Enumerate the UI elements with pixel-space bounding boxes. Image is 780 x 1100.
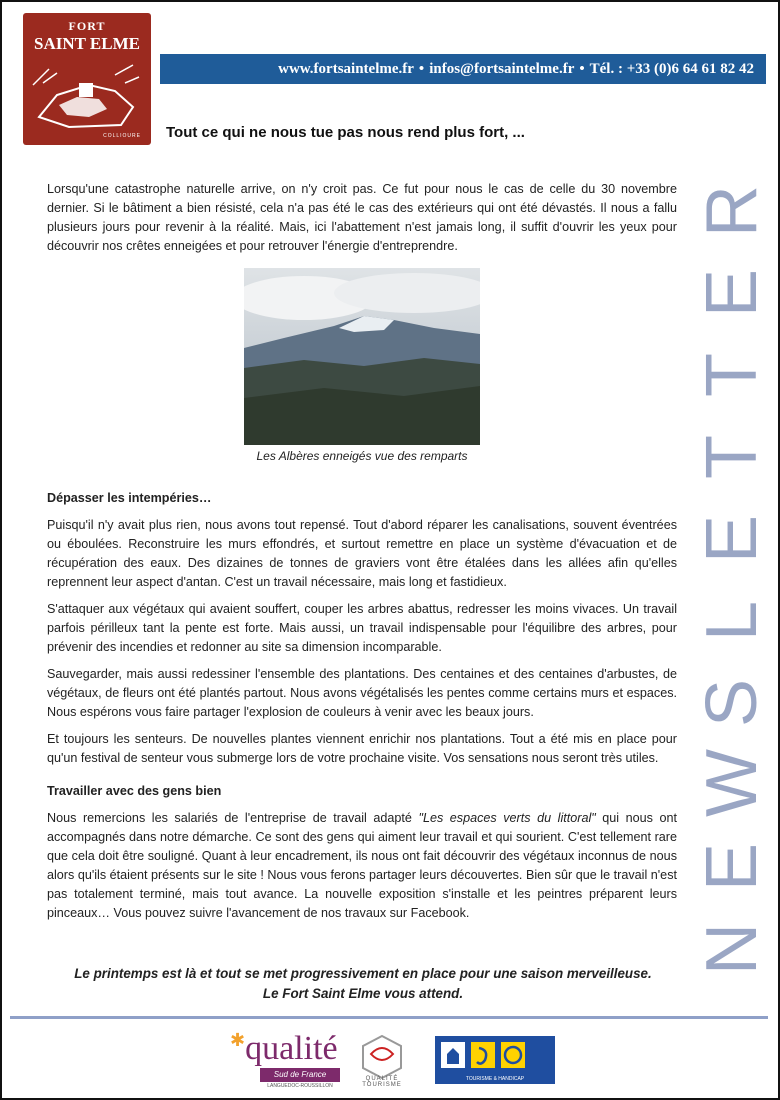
- contact-band: [160, 54, 766, 84]
- separator: •: [418, 61, 425, 77]
- separator: •: [579, 61, 585, 77]
- section2-text-end: qui nous ont accompagnés dans notre démarche. Ce sont des gens qui aiment leur travail et qui sourient. C'est tellement rare que cela doit être souligné. Quant à leur encadrement, ils nous ont fait découvrir des végétaux inconnus de nous alors qu'ils étaient présents sur le site ! Nous vous ferons partager leurs découvertes. Bien sûr que le travail n'est pas totalement terminé, mais tout avance. La nouvelle exposition s'installe et les peintres préparent leurs pinceaux… Vous pouvez suivre l'avancement de nos travaux sur Facebook.: [47, 811, 677, 920]
- newsletter-vertical-text: [692, 170, 772, 990]
- qualite-subtext: LANGUEDOC-ROUSSILLON: [267, 1083, 333, 1089]
- footer-logos: [230, 1030, 560, 1090]
- newsletter-letter: L: [692, 600, 772, 642]
- website-link[interactable]: www.fortsaintelme.fr: [278, 61, 414, 77]
- fort-drawing-icon: [29, 55, 145, 133]
- email-link[interactable]: infos@fortsaintelme.fr: [429, 61, 575, 77]
- newsletter-letter: N: [692, 923, 772, 975]
- page-title: Tout ce qui ne nous tue pas nous rend plus fort, ...: [166, 124, 525, 141]
- qualite-tourisme-label: QUALITÉ TOURISME: [362, 1076, 402, 1088]
- section2-paragraph: [47, 809, 677, 923]
- newsletter-letter: T: [692, 435, 772, 479]
- newsletter-letter: E: [692, 514, 772, 564]
- closing-line-2: Le Fort Saint Elme vous attend.: [262, 986, 464, 1001]
- company-name: "Les espaces verts du littoral": [418, 811, 596, 825]
- intro-paragraph: Lorsqu'une catastrophe naturelle arrive, on n'y croit pas. Ce fut pour nous le cas de celle du 30 novembre dernier. Si le bâtiment a bien résisté, cela n'a pas été le cas des extérieurs qui ont été dévastés. Il nous a fallu plusieurs jours pour revenir à la réalité. Mais, ici l'abattement n'est jamais long, il suffit d'ouvrir les yeux pour découvrir nos crêtes enneigées et pour retrouver l'énergie d'entreprendre.: [47, 182, 677, 253]
- section2-heading: Travailler avec des gens bien: [47, 784, 222, 798]
- newsletter-letter: T: [692, 353, 772, 397]
- footer-divider: [10, 1016, 768, 1019]
- logo-line-saint-elme: SAINT ELME: [34, 34, 140, 53]
- handicap-pictograms-icon: [435, 1036, 555, 1076]
- qualite-sud-de-france-logo[interactable]: [230, 1030, 338, 1068]
- section1-paragraph: Et toujours les senteurs. De nouvelles plantes viennent enrichir nos plantations. Tout a été mis en place pour qu'un festival de senteur vous submerge lors de votre prochaine visite. Vos sensations nous seront très utiles.: [47, 732, 677, 765]
- tourisme-handicap-label: TOURISME & HANDICAP: [465, 1076, 525, 1082]
- newsletter-letter: E: [692, 268, 772, 318]
- section2-text-start: Nous remercions les salariés de l'entreprise de travail adapté: [47, 811, 419, 825]
- section1-paragraph: Puisqu'il n'y avait plus rien, nous avons tout repensé. Tout d'abord réparer les canalisations, souvent éventrées ou éboulées. Reconstruire les murs effondrés, et surtout remettre en place un système d'évacuation et de récupération des eaux. Des dizaines de tonnes de graviers vont être étalées dans les allées afin qu'elles reprennent leur aspect d'antan. C'est un travail nécessaire, mais long et fastidieux.: [47, 518, 677, 589]
- newsletter-letter: S: [692, 678, 772, 728]
- newsletter-letter: E: [692, 842, 772, 892]
- qualite-word: qualité: [245, 1030, 338, 1067]
- section1-heading: Dépasser les intempéries…: [47, 491, 212, 505]
- newsletter-letter: W: [692, 749, 772, 817]
- phone-number: Tél. : +33 (0)6 64 61 82 42: [589, 61, 754, 77]
- mountain-photo: [244, 268, 480, 445]
- star-icon: ✱: [230, 1030, 246, 1050]
- qualite-tag: Sud de France: [260, 1068, 340, 1082]
- logo-line-collioure: COLLIOURE: [103, 133, 141, 139]
- photo-caption: Les Albères enneigés vue des remparts: [256, 449, 468, 463]
- newsletter-letter: R: [692, 185, 772, 237]
- logo-line-fort: FORT: [68, 19, 106, 33]
- section1-paragraph: S'attaquer aux végétaux qui avaient souffert, couper les arbres abattus, redresser les moins vivaces. Un travail parfois périlleux tant la pente est forte. Mais aussi, un travail indispensable pour l'équilibre des arbres, pour prévenir des incendies et redonner au site sa dimension incomparable.: [47, 602, 677, 654]
- fort-saint-elme-logo[interactable]: [23, 13, 151, 145]
- closing-message: [47, 964, 679, 1004]
- closing-line-1: Le printemps est là et tout se met progressivement en place pour une saison merveilleuse.: [74, 966, 652, 981]
- section1-paragraph: Sauvegarder, mais aussi redessiner l'ensemble des plantations. Des centaines et des centaines d'arbustes, de végétaux, de fleurs ont été plantés partout. Nous avons végétalisés les pentes comme certains murs et espaces. Nous espérons vous faire partager l'explosion de couleurs à venir avec les beaux jours.: [47, 667, 677, 719]
